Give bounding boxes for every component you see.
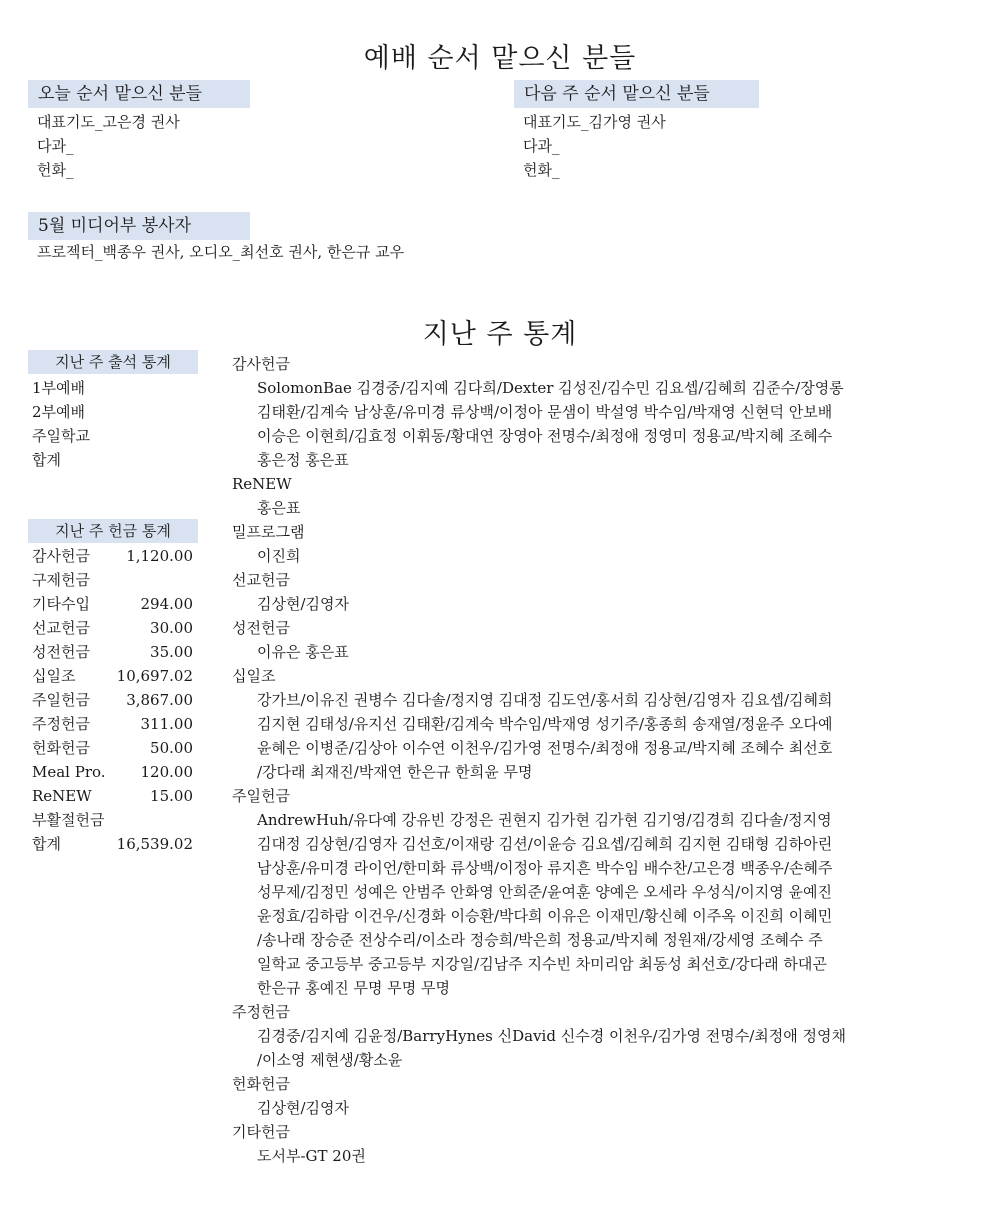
names-line: /강다래 최재진/박재연 한은규 한희윤 무명 (257, 763, 533, 781)
offering-stat-value: 50.00 (150, 739, 193, 757)
offering-stat-label: 구제헌금 (32, 571, 90, 589)
next-week-refreshments: 다과_ (523, 137, 560, 155)
offering-names-sunday (257, 808, 967, 1000)
today-flowers: 헌화_ (37, 161, 74, 179)
names-line: 윤정효/김하람 이건우/신경화 이승환/박다희 이유은 이재민/황신혜 이주옥 이진희 이혜민 (257, 907, 833, 925)
next-week-flowers: 헌화_ (523, 161, 560, 179)
offering-names-mission: 김상현/김영자 (257, 595, 349, 613)
media-volunteers-heading: 5월 미디어부 봉사자 (28, 212, 250, 240)
offering-category-meal: 밀프로그램 (232, 523, 305, 541)
media-volunteers-line: 프로젝터_백종우 권사, 오디오_최선호 권사, 한은규 교우 (37, 243, 405, 261)
next-week-prayer: 대표기도_김가영 권사 (523, 113, 666, 131)
offering-category-other: 기타헌금 (232, 1123, 290, 1141)
names-line: 한은규 홍예진 무명 무명 무명 (257, 979, 450, 997)
today-refreshments: 다과_ (37, 137, 74, 155)
offering-names-meal: 이진희 (257, 547, 301, 565)
offering-names-tithe (257, 688, 967, 784)
offering-stat-value: 3,867.00 (126, 691, 193, 709)
next-week-roles-heading: 다음 주 순서 맡으신 분들 (514, 80, 759, 108)
names-line: 일학교 중고등부 중고등부 지강일/김남주 지수빈 차미리암 최동성 최선호/강다래 하대곤 (257, 955, 827, 973)
offering-stat-label: 헌화헌금 (32, 739, 90, 757)
offering-names-weekly (257, 1024, 967, 1072)
names-line: /이소영 제현생/황소윤 (257, 1051, 403, 1069)
offering-names-thanks (257, 376, 967, 472)
names-line: 성무제/김정민 성예은 안범주 안화영 안희준/윤여훈 양예은 오세라 우성식/이지영 윤예진 (257, 883, 832, 901)
offering-stat-label: Meal Pro. (32, 763, 106, 781)
names-line: 남상훈/유미경 라이언/한미화 류상백/이정아 류지흔 박수임 배수찬/고은경 백종우/손혜주 (257, 859, 833, 877)
offering-stat-value: 120.00 (140, 763, 193, 781)
names-line: 김대정 김상현/김영자 김선호/이재랑 김션/이윤승 김요셉/김혜희 김지현 김태형 김하아린 (257, 835, 833, 853)
names-line: 김태환/김계숙 남상훈/유미경 류상백/이정아 문샘이 박설영 박수임/박재영 신현덕 안보배 (257, 403, 833, 421)
offering-stat-label: 주일헌금 (32, 691, 90, 709)
attendance-stats-heading: 지난 주 출석 통계 (28, 350, 198, 374)
offering-stat-label: ReNEW (32, 787, 92, 805)
offering-stats-heading: 지난 주 헌금 통계 (28, 519, 198, 543)
offering-stat-value: 15.00 (150, 787, 193, 805)
attendance-label: 합계 (32, 451, 61, 469)
offering-category-renew: ReNEW (232, 475, 292, 493)
offering-stat-value: 294.00 (140, 595, 193, 613)
offering-stat-value: 10,697.02 (116, 667, 193, 685)
names-line: 김경중/김지예 김윤정/BarryHynes 신David 신수경 이천우/김가영 전명수/최정애 정영채 (257, 1027, 846, 1045)
offering-stat-value: 35.00 (150, 643, 193, 661)
offering-stat-value: 30.00 (150, 619, 193, 637)
offering-stat-label: 십일조 (32, 667, 76, 685)
offering-stat-label: 감사헌금 (32, 547, 90, 565)
today-prayer: 대표기도_고은경 권사 (37, 113, 180, 131)
names-line: 김지현 김태성/유지선 김태환/김계숙 박수임/박재영 성기주/홍종희 송재열/정윤주 오다예 (257, 715, 833, 733)
attendance-label: 2부예배 (32, 403, 86, 421)
names-line: SolomonBae 김경중/김지예 김다희/Dexter 김성진/김수민 김요셉/김혜희 김준수/장영롱 (257, 379, 844, 397)
offering-stat-value: 311.00 (140, 715, 193, 733)
offering-stat-label: 성전헌금 (32, 643, 90, 661)
offering-category-weekly: 주정헌금 (232, 1003, 290, 1021)
offering-stat-label: 합계 (32, 835, 61, 853)
offering-category-mission: 선교헌금 (232, 571, 290, 589)
names-line: /송나래 장승준 전상수리/이소라 정승희/박은희 정용교/박지혜 정원재/강세영 조혜수 주 (257, 931, 823, 949)
offering-category-sunday: 주일헌금 (232, 787, 290, 805)
offering-names-building: 이유은 홍은표 (257, 643, 349, 661)
names-line: AndrewHuh/유다예 강유빈 강정은 권현지 김가현 김가현 김기영/김경희 김다솔/정지영 (257, 811, 832, 829)
offering-category-building: 성전헌금 (232, 619, 290, 637)
offering-stat-label: 기타수입 (32, 595, 90, 613)
offering-stat-value: 1,120.00 (126, 547, 193, 565)
today-roles-heading: 오늘 순서 맡으신 분들 (28, 80, 250, 108)
offering-names-renew: 홍은표 (257, 499, 301, 517)
attendance-label: 1부예배 (32, 379, 86, 397)
offering-category-thanks: 감사헌금 (232, 355, 290, 373)
offering-category-flower: 헌화헌금 (232, 1075, 290, 1093)
section-title-worship-roles: 예배 순서 맡으신 분들 (363, 43, 637, 74)
offering-stat-label: 주정헌금 (32, 715, 90, 733)
names-line: 이승은 이현희/김효정 이휘동/황대연 장영아 전명수/최정애 정영미 정용교/박지혜 조혜수 (257, 427, 833, 445)
section-title-stats: 지난 주 통계 (422, 319, 578, 350)
names-line: 강가브/이유진 권병수 김다솔/정지영 김대정 김도연/홍서희 김상현/김영자 김요셉/김혜희 (257, 691, 833, 709)
offering-names-flower: 김상현/김영자 (257, 1099, 349, 1117)
attendance-label: 주일학교 (32, 427, 90, 445)
offering-category-tithe: 십일조 (232, 667, 276, 685)
offering-names-other: 도서부-GT 20권 (257, 1147, 366, 1165)
names-line: 홍은정 홍은표 (257, 451, 349, 469)
offering-stat-value: 16,539.02 (116, 835, 193, 853)
names-line: 윤혜은 이병준/김상아 이수연 이천우/김가영 전명수/최정애 정용교/박지혜 조혜수 최선호 (257, 739, 833, 757)
offering-stat-label: 선교헌금 (32, 619, 90, 637)
offering-stat-label: 부활절헌금 (32, 811, 105, 829)
